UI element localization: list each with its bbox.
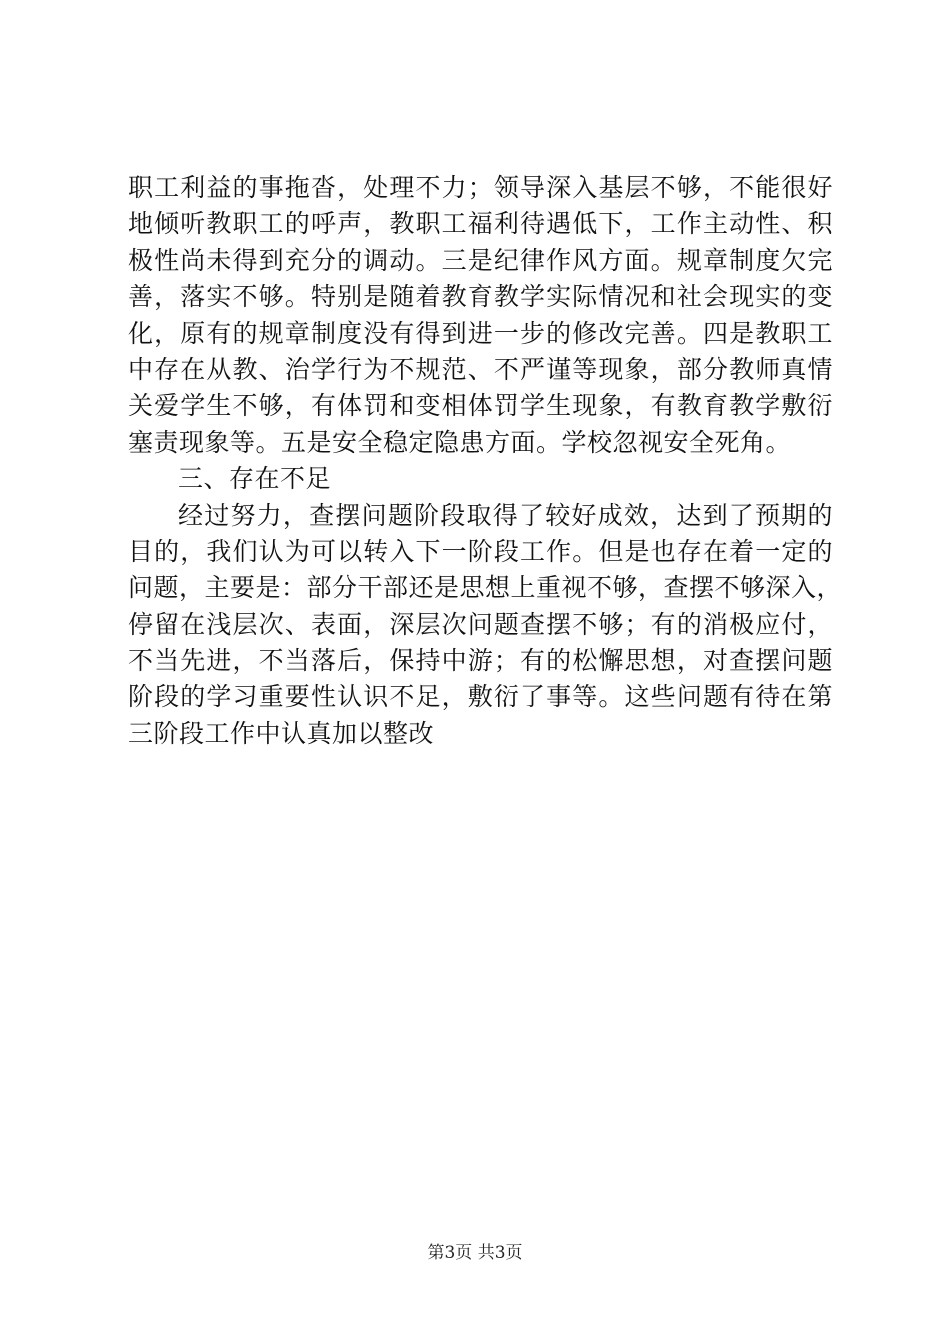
- paragraph-line: 塞责现象等。五是安全稳定隐患方面。学校忽视安全死角。: [128, 427, 792, 457]
- paragraph-line: 善，落实不够。特别是随着教育教学实际情况和社会现实的变: [128, 282, 833, 312]
- paragraph-line: 职工利益的事拖沓，处理不力；领导深入基层不够，不能很好: [128, 173, 833, 202]
- paragraph-line: 不当先进，不当落后，保持中游；有的松懈思想，对查摆问题: [128, 646, 833, 676]
- paragraph-line: 地倾听教职工的呼声，教职工福利待遇低下，工作主动性、积: [128, 209, 833, 239]
- section-heading: 三、存在不足: [178, 464, 332, 494]
- paragraph-line: 极性尚未得到充分的调动。三是纪律作风方面。规章制度欠完: [128, 245, 833, 275]
- paragraph-line: 问题，主要是：部分干部还是思想上重视不够，查摆不够深入，: [128, 573, 843, 603]
- document-body: [128, 170, 843, 752]
- paragraph-line: 三阶段工作中认真加以整改: [128, 718, 435, 748]
- paragraph-line: 阶段的学习重要性认识不足，敷衍了事等。这些问题有待在第: [128, 682, 833, 712]
- paragraph-line: 目的，我们认为可以转入下一阶段工作。但是也存在着一定的: [128, 536, 833, 566]
- paragraph-line: 停留在浅层次、表面，深层次问题查摆不够；有的消极应付，: [128, 609, 833, 639]
- paragraph-line: 中存在从教、治学行为不规范、不严谨等现象，部分教师真情: [128, 354, 833, 384]
- paragraph-line: 关爱学生不够，有体罚和变相体罚学生现象，有教育教学敷衍: [128, 391, 833, 421]
- paragraph-line: 经过努力，查摆问题阶段取得了较好成效，达到了预期的: [178, 500, 833, 530]
- page-number-footer: 第3页 共3页: [427, 1243, 523, 1263]
- paragraph-line: 化，原有的规章制度没有得到进一步的修改完善。四是教职工: [128, 318, 833, 348]
